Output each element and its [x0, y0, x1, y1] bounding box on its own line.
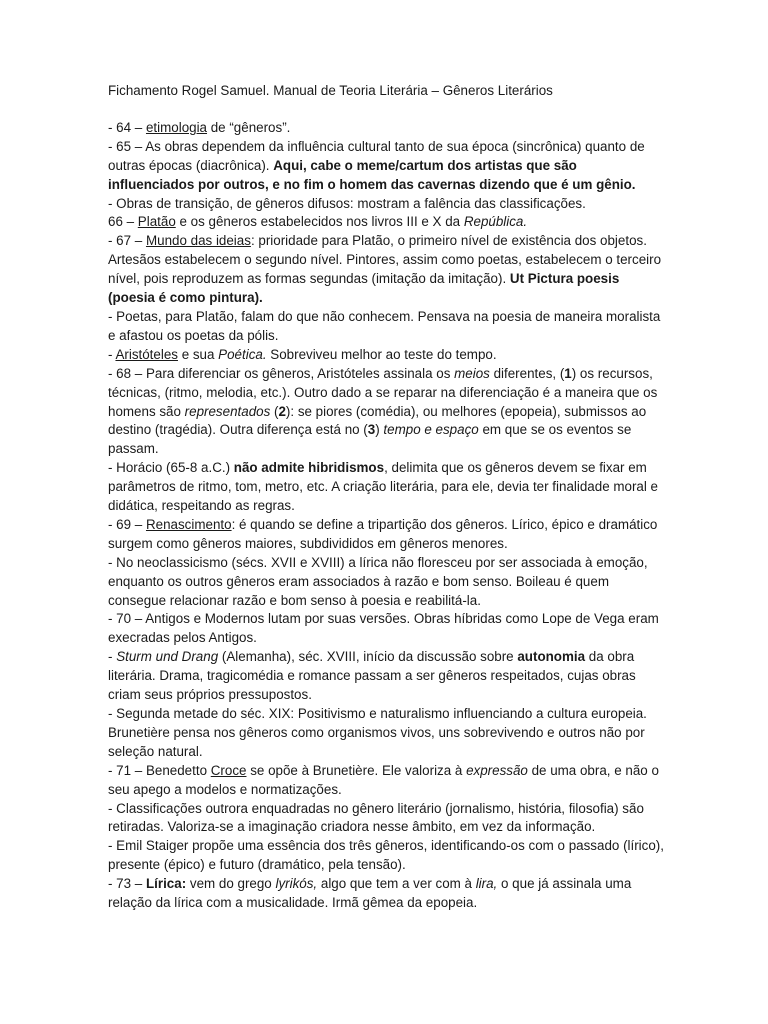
text-segment: vem do grego	[186, 876, 276, 892]
text-segment: Mundo das ideias	[145, 233, 251, 249]
text-segment: de uma obra, e não o seu apego a modelos e normatizações.	[108, 762, 659, 797]
text-segment: Sobreviveu melhor ao teste do tempo.	[266, 346, 497, 362]
paragraph	[108, 119, 664, 138]
text-segment: - 68 – Para diferenciar os gêneros, Aristóteles assinala os	[108, 365, 455, 381]
paragraph	[108, 800, 664, 838]
paragraph	[108, 346, 664, 365]
text-segment: autonomia	[517, 649, 586, 665]
text-segment: expressão	[466, 762, 528, 778]
paragraph	[108, 516, 664, 554]
paragraph	[108, 554, 664, 611]
paragraph	[108, 705, 664, 762]
text-segment: e sua	[177, 346, 219, 362]
text-segment: - No neoclassicismo (sécs. XVII e XVIII) a lírica não floresceu por ser associada à emoção, enquanto os outros gêneros eram associados à razão e bom senso. Boileau é quem consegue relacionar razão e bom senso à poesia e reabilitá-la.	[108, 554, 648, 608]
paragraph	[108, 365, 664, 460]
paragraph	[108, 213, 664, 232]
text-segment: - 69 –	[108, 516, 146, 532]
text-segment: - Emil Staiger propõe uma essência dos três gêneros, identificando-os com o passado (lírico), presente (épico) e futuro (dramático, pela tensão).	[108, 838, 664, 873]
text-segment: meios	[454, 365, 490, 381]
text-segment: em que se os eventos se passam.	[108, 422, 632, 457]
text-segment: 3	[367, 422, 376, 438]
text-segment: (	[270, 403, 279, 419]
text-segment: -	[108, 649, 117, 665]
text-segment: - 65 – As obras dependem da influência cultural tanto de sua época (sincrônica) quanto de outras épocas (diacrônica).	[108, 138, 645, 173]
text-segment: - Segunda metade do séc. XIX: Positivismo e naturalismo influenciando a cultura europeia. Brunetière pensa nos gêneros como organismos vivos, uns sobrevivendo e outros não por seleção natural.	[108, 706, 647, 759]
text-segment: -	[108, 346, 116, 362]
text-segment: - 71 – Benedetto	[108, 762, 211, 778]
text-segment: Renascimento	[145, 516, 232, 532]
text-segment: - Classificações outrora enquadradas no gênero literário (jornalismo, história, filosofia) são retiradas. Valoriza-se a imaginação criadora nesse âmbito, em vez da informação.	[108, 800, 644, 835]
text-segment: - 70 – Antigos e Modernos lutam por suas versões. Obras híbridas como Lope de Vega eram execradas pelos Antigos.	[108, 611, 659, 646]
text-segment: Aqui, cabe o meme/cartum dos artistas que são influenciados por outros, e no fim o homem das cavernas dizendo que é um gênio.	[108, 157, 636, 192]
paragraph	[108, 875, 664, 913]
text-segment: Lírica:	[145, 876, 187, 892]
paragraph	[108, 837, 664, 875]
paragraph	[108, 195, 664, 214]
text-segment: : é quando se define a tripartição dos gêneros. Lírico, épico e dramático surgem como gêneros maiores, subdivididos em gêneros menores.	[108, 516, 658, 551]
text-segment: Aristóteles	[115, 346, 178, 362]
document-body	[108, 119, 664, 913]
text-segment: da obra literária. Drama, tragicomédia e romance passam a ser gêneros respeitados, cujas obras criam seus próprios pressupostos.	[108, 649, 636, 703]
text-segment: Ut Pictura poesis (poesia é como pintura).	[108, 271, 620, 306]
text-segment: de “gêneros”.	[207, 119, 291, 135]
document-title: Fichamento Rogel Samuel. Manual de Teoria Literária – Gêneros Literários	[108, 83, 553, 98]
text-segment: se opõe à Brunetière. Ele valoriza à	[246, 762, 467, 778]
text-segment: - Obras de transição, de gêneros difusos: mostram a falência das classificações.	[108, 195, 586, 211]
paragraph	[108, 232, 664, 308]
text-segment: - Horácio (65-8 a.C.)	[108, 460, 234, 476]
text-segment: , delimita que os gêneros devem se fixar em parâmetros de ritmo, tom, metro, etc. A criação literária, para ele, devia ter finalidade moral e didática, respeitando as regras.	[108, 460, 659, 514]
text-segment: não admite hibridismos	[233, 460, 385, 476]
text-segment: (Alemanha), séc. XVIII, início da discussão sobre	[218, 649, 518, 665]
text-segment: ): se piores (comédia), ou melhores (epopeia), submissos ao destino (tragédia). Outra diferença está no (	[108, 403, 647, 438]
document-page	[108, 82, 664, 913]
text-segment: Platão	[137, 214, 176, 230]
text-segment: Sturm und Drang	[116, 649, 219, 665]
text-segment: - Poetas, para Platão, falam do que não conhecem. Pensava na poesia de maneira moralista e afastou os poetas da pólis.	[108, 308, 661, 343]
text-segment: - 64 –	[108, 119, 146, 135]
text-segment: : prioridade para Platão, o primeiro nível de existência dos objetos. Artesãos estabelecem o segundo nível. Pintores, assim como poetas, estabelecem o terceiro nível, pois reproduzem as formas segundas (imitação da imitação).	[108, 233, 662, 287]
text-segment: e os gêneros estabelecidos nos livros III e X da	[175, 214, 464, 230]
text-segment: - 67 –	[108, 233, 146, 249]
text-segment: 66 –	[108, 214, 138, 230]
text-segment: representados	[184, 403, 271, 419]
text-segment: Croce	[210, 762, 247, 778]
paragraph	[108, 762, 664, 800]
paragraph	[108, 610, 664, 648]
text-segment: 1	[564, 365, 572, 381]
text-segment: - 73 –	[108, 876, 146, 892]
text-segment: lyrikós,	[275, 876, 318, 892]
text-segment: 2	[278, 403, 286, 419]
paragraph	[108, 648, 664, 705]
paragraph	[108, 138, 664, 195]
text-segment: ) os recursos, técnicas, (ritmo, melodia, etc.). Outro dado a se reparar na diferenciação é a maneira que os homens são	[108, 365, 658, 419]
text-segment: República.	[463, 214, 528, 230]
text-segment: tempo e espaço	[383, 422, 479, 438]
text-segment: etimologia	[145, 119, 208, 135]
text-segment: )	[375, 422, 384, 438]
paragraph	[108, 459, 664, 516]
text-segment: Poética.	[218, 346, 267, 362]
text-segment: diferentes, (	[489, 365, 565, 381]
text-segment: lira,	[475, 876, 498, 892]
paragraph	[108, 308, 664, 346]
text-segment: o que já assinala uma relação da lírica com a musicalidade. Irmã gêmea da epopeia.	[108, 876, 632, 911]
text-segment: algo que tem a ver com à	[317, 876, 476, 892]
